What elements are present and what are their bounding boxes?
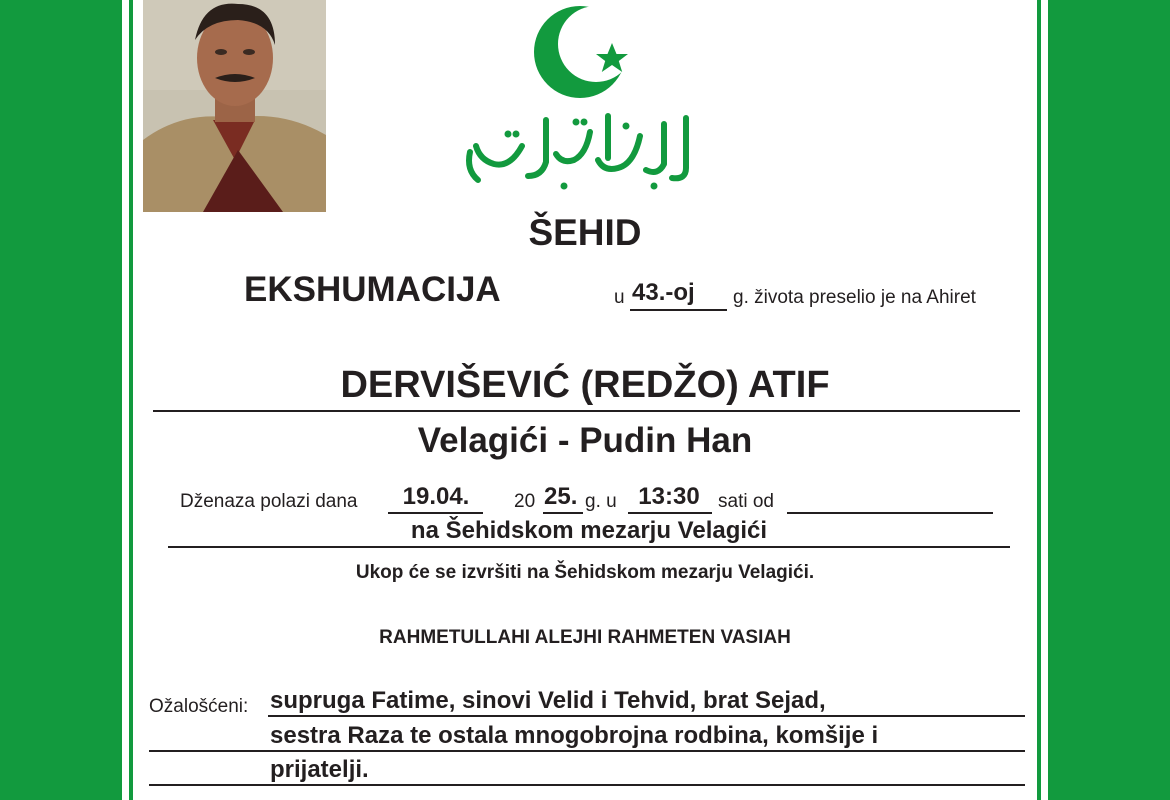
mourners-underline bbox=[149, 784, 1025, 786]
date-underline bbox=[388, 512, 483, 514]
funeral-location: na Šehidskom mezarju Velagići bbox=[410, 517, 768, 544]
arabic-calligraphy bbox=[458, 106, 704, 198]
deceased-place: Velagići - Pudin Han bbox=[417, 421, 753, 460]
burial-note: Ukop će se izvršiti na Šehidskom mezarju Velagići. bbox=[355, 562, 815, 583]
prayer-text: RAHMETULLAHI ALEJHI RAHMETEN VASIAH bbox=[379, 627, 791, 648]
age-suffix: g. života preselio je na Ahiret bbox=[733, 287, 976, 308]
time-underline bbox=[628, 512, 712, 514]
year-underline bbox=[543, 512, 583, 514]
frame-left-stripe bbox=[122, 0, 129, 800]
funeral-year: 25. bbox=[544, 483, 578, 510]
age-prefix: u bbox=[614, 287, 625, 308]
sati-od-underline bbox=[787, 512, 993, 514]
mourners-underline bbox=[268, 715, 1025, 717]
frame-left-green bbox=[0, 0, 122, 800]
frame-right-green bbox=[1048, 0, 1170, 800]
page-title: ŠEHID bbox=[528, 212, 642, 253]
deceased-name: DERVIŠEVIĆ (REDŽO) ATIF bbox=[340, 364, 830, 406]
name-underline bbox=[153, 410, 1020, 412]
deceased-photo bbox=[143, 0, 326, 212]
funeral-date: 19.04. bbox=[402, 483, 470, 510]
mourners-line: prijatelji. bbox=[270, 756, 369, 783]
frame-right-stripe bbox=[1041, 0, 1048, 800]
funeral-label: Dženaza polazi dana bbox=[180, 491, 358, 512]
age-underline bbox=[630, 309, 727, 311]
mourners-line: supruga Fatime, sinovi Velid i Tehvid, brat Sejad, bbox=[270, 687, 826, 714]
location-underline bbox=[168, 546, 1010, 548]
mourners-label: Ožalošćeni: bbox=[149, 696, 249, 717]
mourners-underline bbox=[149, 750, 1025, 752]
crescent-star-icon bbox=[532, 2, 636, 102]
funeral-time: 13:30 bbox=[638, 483, 700, 510]
subtitle-ekshumacija: EKSHUMACIJA bbox=[244, 270, 501, 309]
funeral-sati-od: sati od bbox=[718, 491, 774, 512]
funeral-year-prefix: 20 bbox=[514, 491, 536, 512]
age-value: 43.-oj bbox=[632, 279, 695, 306]
mourners-line: sestra Raza te ostala mnogobrojna rodbina, komšije i bbox=[270, 722, 879, 749]
funeral-g-u: g. u bbox=[585, 491, 617, 512]
frame-left-inner-green bbox=[129, 0, 133, 800]
